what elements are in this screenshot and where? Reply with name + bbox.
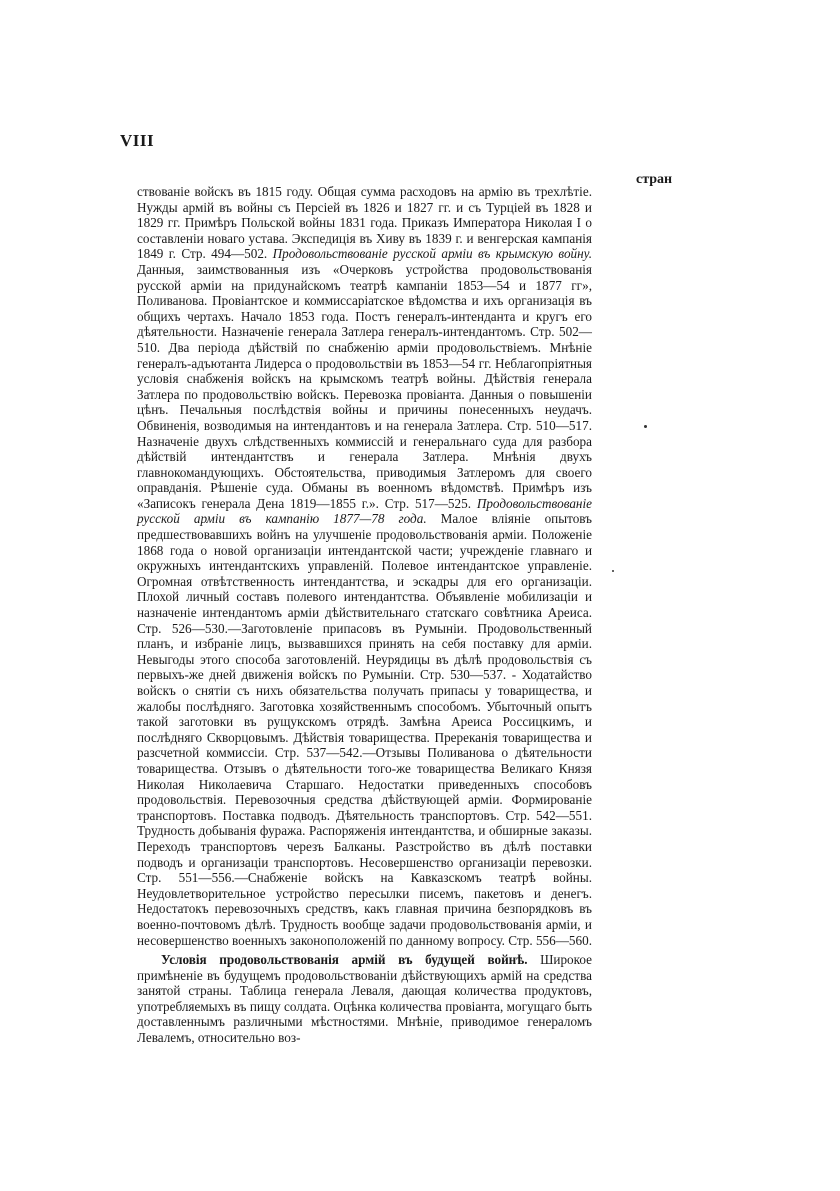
toc-paragraph-1: [137, 184, 592, 948]
side-header: стран: [636, 172, 673, 187]
section-title-crimean-war: Продовольствованіе русской арміи въ крымскую войну.: [272, 246, 593, 262]
text-segment: Данныя, заимствованныя изъ «Очерковъ устройства продовольствованія русской арміи на придунайскомъ театрѣ кампаніи 1853—54 и 1877 гг», Поливанова. Провіантское и коммиссаріатское вѣдомства и ихъ организація въ общихъ чертахъ. Начало 1853 года. Постъ генералъ-интенданта и кругъ его дѣятельности. Назначеніе генерала Затлера генералъ-интендантомъ. Стр. 502—510. Два періода дѣйствій по снабженію арміи продовольствіемъ. Мнѣніе генералъ-адъютанта Лидерса о продовольствіи въ 1853—54 гг. Неблагопріятныя условія снабженія войскъ на крымскомъ театрѣ войны. Дѣйствія генерала Затлера по продовольствію войскъ. Перевозка провіанта. Данныя о повышеніи цѣнъ. Печальныя послѣдствія войны и причины понесенныхъ неудачъ. Обвиненія, возводимыя на интендантовъ и на генерала Затлера. Стр. 510—517. Назначеніе двухъ слѣдственныхъ коммиссій и генеральнаго суда для разбора дѣйствій интендантствъ и генерала Затлера. Мнѣнія двухъ главнокомандующихъ. Обстоятельства, приводимыя Затлеромъ для своего оправданія. Рѣшеніе суда. Обманы въ военномъ вѣдомствѣ. Примѣръ изъ «Записокъ генерала Дена 1819—1855 г.». Стр. 517—525.: [137, 261, 592, 511]
section-title-future-war: Условія продовольствованія армій въ будущей войнѣ.: [161, 952, 528, 968]
page-number: VIII: [120, 131, 155, 150]
text-segment: Малое вліяніе опытовъ предшествовавшихъ войнъ на улучшеніе продовольствованія арміи. Положеніе 1868 года о новой организаціи интендантской части; учрежденіе главнаго и окружныхъ интендантскихъ управленій. Полевое интендантское управленіе. Огромная отвѣтственность интендантства, и эскадры для его организаціи. Плохой личный составъ полевого интендантства. Объявленіе мобилизаціи и назначеніе интендантомъ арміи дѣйствительнаго статскаго совѣтника Ареиса. Стр. 526—530.—Заготовленіе припасовъ въ Румыніи. Продовольственный планъ, и избраніе лицъ, вызвавшихся принять на себя поставку для арміи. Невыгоды этого способа заготовленій. Неурядицы въ дѣлѣ продовольствія съ первыхъ-же дней движенія войскъ по Румыніи. Стр. 530—537. - Ходатайство войскъ о снятіи съ нихъ обязательства получать припасы у товарищества, и жалобы послѣдняго. Заготовка хозяйственнымъ способомъ. Убыточный опытъ такой заготовки въ рущукскомъ отрядѣ. Замѣна Ареиса Россицкимъ, и послѣдняго Скворцовымъ. Дѣйствія товарищества. Пререканія товарищества и разсчетной коммиссіи. Стр. 537—542.—Отзывы Поливанова о дѣятельности товарищества. Отзывъ о дѣятельности того-же товарищества Великаго Князя Николая Николаевича Старшаго. Недостатки приведенныхъ способовъ продовольствія. Перевозочныя средства дѣйствующей арміи. Формированіе транспортовъ. Поставка подводъ. Дѣятельность транспортовъ. Стр. 542—551. Трудность добыванія фуража. Распоряженія интендантства, и обширные заказы. Переходъ транспортовъ черезъ Балканы. Разстройство въ дѣлѣ поставки подводъ и организаціи транспортовъ. Несовершенство организаціи перевозки. Стр. 551—556.—Снабженіе войскъ на Кавказскомъ театрѣ войны. Неудовлетворительное устройство пересылки писемъ, пакетовъ и денегъ. Недостатокъ перевозочныхъ средствъ, какъ главная причина безпорядковъ въ военно-почтовомъ дѣлѣ. Трудность вообще задачи продовольствованія арміи, и несовершенство военныхъ законоположеній по данному вопросу. Стр. 556—560.: [137, 511, 592, 948]
toc-paragraph-2: [137, 952, 592, 1046]
scan-speck: [644, 425, 647, 428]
text-segment: ствованіе войскъ въ 1815 году. Общая сумма расходовъ на армію въ трехлѣтіе. Нужды армій въ войны съ Персіей въ 1826 и 1827 гг. и съ Турціей въ 1828 и 1829 гг. Примѣръ Польской войны 1831 года. Приказъ Императора Николая I о составленіи новаго устава. Экспедиція въ Хиву въ 1839 г. и венгерская кампанія 1849 г. Стр. 494—502.: [137, 184, 592, 262]
table-of-contents-text: [137, 184, 592, 1046]
text-segment: Широкое примѣненіе въ будущемъ продовольствованіи дѣйствующихъ армій на средства занятой страны. Таблица генерала Леваля, дающая количества продуктовъ, употребляемыхъ въ пищу солдата. Оцѣнка количества провіанта, могущаго быть доставленнымъ различными мѣстностями. Мнѣніе, приводимое генераломъ Левалемъ, относительно воз-: [137, 952, 592, 1046]
section-title-1877-campaign: Продовольствованіе русской арміи въ кампанію 1877—78 года.: [137, 495, 592, 527]
scan-speck: [612, 570, 614, 572]
